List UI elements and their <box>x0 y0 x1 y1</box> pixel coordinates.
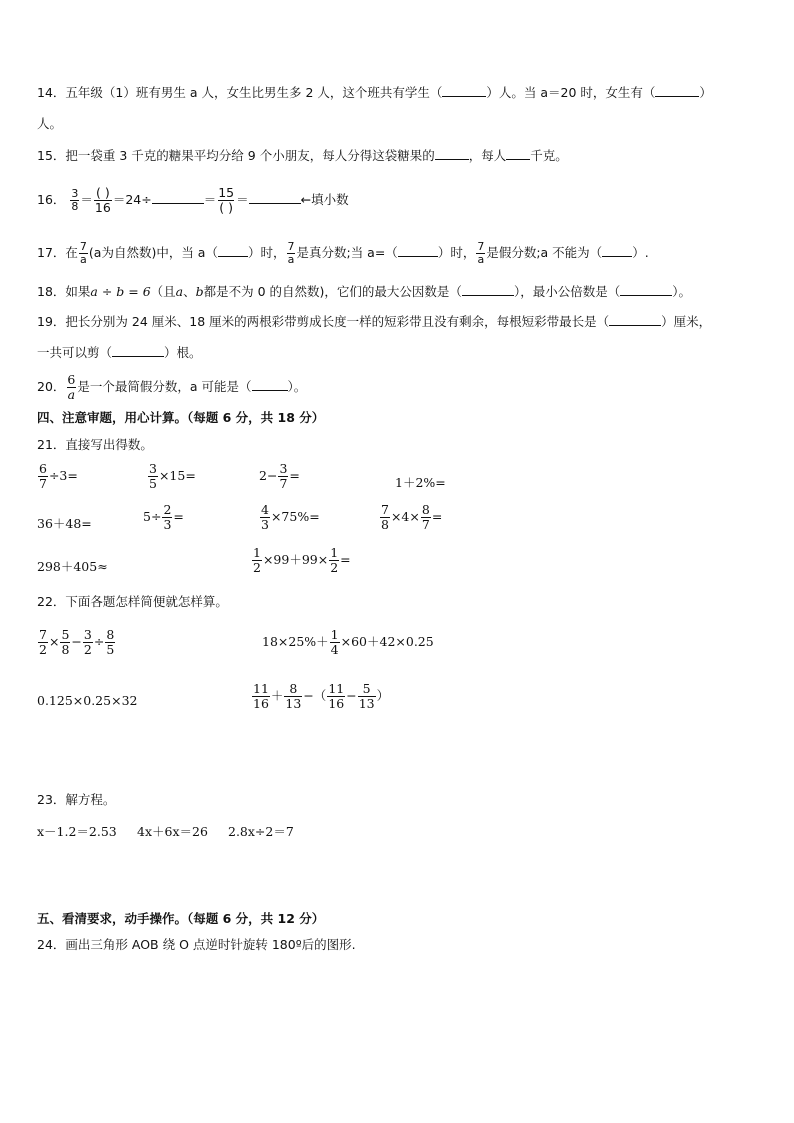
calc-item: $\frac{6}{7}$ ÷3= <box>39 461 78 491</box>
calc-item: 5÷ $\frac{2}{3}$ = <box>143 502 184 532</box>
question-20: 20． $\frac{6}{a}$ 是一个最简假分数，a 可能是（ ）。 <box>37 372 307 402</box>
calc-item: 2− $\frac{3}{7}$ = <box>259 461 300 491</box>
answer-blank[interactable] <box>442 84 486 97</box>
question-24: 24．画出三角形 AOB 绕 O 点逆时针旋转 180º后的图形. <box>37 937 356 952</box>
question-19: 19．把长分别为 24 厘米、18 厘米的两根彩带剪成长度一样的短彩带且没有剩余，每根短彩带最长是（ ）厘米， <box>37 314 712 329</box>
question-19-cont: 一共可以剪（ ）根。 <box>37 345 202 360</box>
equation: 2.8x÷2＝7 <box>228 824 294 839</box>
calc-item: 298＋405≈ <box>37 559 108 574</box>
answer-blank[interactable] <box>655 84 699 97</box>
fraction: $\frac{( )}{16}$ <box>94 185 111 215</box>
fraction: $\frac{1}{2}$ <box>330 545 339 575</box>
section-5-heading: 五、看清要求，动手操作。（每题 6 分，共 12 分） <box>37 911 325 926</box>
answer-blank[interactable] <box>462 283 514 296</box>
calc-item: 1＋2%= <box>395 475 446 490</box>
fraction: $\frac{7}{a}$ <box>477 240 485 266</box>
calc-item: 36＋48= <box>37 516 92 531</box>
fraction: $\frac{5}{13}$ <box>358 681 375 711</box>
fraction: $\frac{8}{7}$ <box>421 502 430 532</box>
answer-blank[interactable] <box>620 283 672 296</box>
fraction: $\frac{11}{16}$ <box>253 681 269 711</box>
question-14: 14．五年级（1）班有男生 a 人，女生比男生多 2 人，这个班共有学生（ ）人。当 a＝20 时，女生有（ ） <box>37 85 712 100</box>
fraction: $\frac{6}{a}$ <box>67 372 76 402</box>
fraction: $\frac{7}{2}$ <box>39 627 47 657</box>
calc-expression: $\frac{7}{2}$ × $\frac{5}{8}$ − $\frac{3}{2}$ ÷ $\frac{8}{5}$ <box>39 627 115 657</box>
answer-blank[interactable] <box>252 378 288 391</box>
question-14-cont: 人。 <box>37 116 63 131</box>
answer-blank[interactable] <box>506 147 530 160</box>
calc-item: $\frac{1}{2}$ ×99＋99× $\frac{1}{2}$ = <box>253 545 351 575</box>
answer-blank[interactable] <box>152 191 204 204</box>
calc-item: $\frac{7}{8}$ ×4× $\frac{8}{7}$ = <box>381 502 443 532</box>
answer-blank[interactable] <box>435 147 469 160</box>
fraction: $\frac{2}{3}$ <box>163 502 172 532</box>
fraction: $\frac{1}{2}$ <box>253 545 261 575</box>
question-23-title: 23．解方程。 <box>37 792 116 807</box>
calc-item: $\frac{4}{3}$ ×75%= <box>261 502 320 532</box>
answer-blank[interactable] <box>218 244 248 257</box>
fraction: $\frac{7}{a}$ <box>79 240 87 266</box>
fraction: $\frac{8}{13}$ <box>285 681 302 711</box>
calc-expression: 18×25%＋ $\frac{1}{4}$ ×60＋42×0.25 <box>262 627 434 657</box>
question-17: 17．在 $\frac{7}{a}$ (a为自然数)中，当 a（ ）时， $\frac{7}{a}$ 是真分数;当 a=（ ）时， $\frac{7}{a}$ 是假分数;a 不能为（ ）. <box>37 240 649 266</box>
section-4-heading: 四、注意审题，用心计算。（每题 6 分，共 18 分） <box>37 410 325 425</box>
fraction: $\frac{3}{5}$ <box>149 461 157 491</box>
fraction: $\frac{3}{2}$ <box>83 627 92 657</box>
fraction: $\frac{11}{16}$ <box>328 681 345 711</box>
fraction: $\frac{7}{a}$ <box>287 240 295 266</box>
calc-expression: $\frac{11}{16}$ ＋ $\frac{8}{13}$ −（ $\frac{11}{16}$ − $\frac{5}{13}$ ） <box>253 681 390 711</box>
question-18: 18．如果a ÷ b = 6（且a、b都是不为 0 的自然数)，它们的最大公因数是（ ），最小公倍数是（ ）。 <box>37 284 691 299</box>
fraction: $\frac{3}{8}$ <box>71 187 79 213</box>
calc-item: $\frac{3}{5}$ ×15= <box>149 461 196 491</box>
equation: 4x＋6x＝26 <box>137 824 208 839</box>
fraction: $\frac{1}{4}$ <box>330 627 339 657</box>
fraction: $\frac{4}{3}$ <box>261 502 269 532</box>
fraction: $\frac{7}{8}$ <box>381 502 389 532</box>
fraction: $\frac{3}{7}$ <box>279 461 288 491</box>
fraction: $\frac{15}{( )}$ <box>218 185 235 215</box>
fraction: $\frac{5}{8}$ <box>61 627 70 657</box>
question-15: 15．把一袋重 3 千克的糖果平均分给 9 个小朋友，每人分得这袋糖果的 ，每人 千克。 <box>37 148 568 163</box>
fraction: $\frac{8}{5}$ <box>106 627 115 657</box>
answer-blank[interactable] <box>249 191 301 204</box>
question-21-title: 21．直接写出得数。 <box>37 437 153 452</box>
question-16: 16． $\frac{3}{8}$ ＝ $\frac{( )}{16}$ ＝24÷ ＝ $\frac{15}{( )}$ ＝ ←填小数 <box>37 185 349 215</box>
answer-blank[interactable] <box>112 344 164 357</box>
answer-blank[interactable] <box>602 244 632 257</box>
answer-blank[interactable] <box>398 244 438 257</box>
answer-blank[interactable] <box>609 313 661 326</box>
fraction: $\frac{6}{7}$ <box>39 461 47 491</box>
equation: x－1.2＝2.53 <box>37 824 117 839</box>
question-22-title: 22．下面各题怎样简便就怎样算。 <box>37 594 228 609</box>
calc-expression: 0.125×0.25×32 <box>37 693 138 708</box>
